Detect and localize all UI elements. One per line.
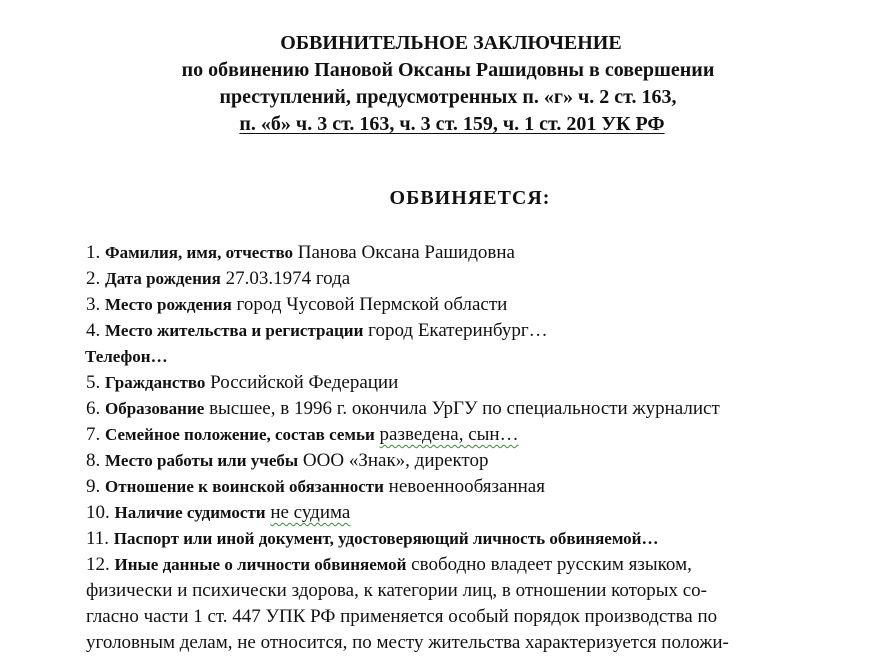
list-item: [86, 526, 886, 552]
item-value: 27.03.1974 года: [225, 268, 351, 289]
item-number: 8.: [86, 450, 101, 471]
item-number: 11.: [86, 528, 110, 549]
item-label: Гражданство: [105, 373, 206, 392]
title-line-4-text: п. «б» ч. 3 ст. 163, ч. 3 ст. 159, ч. 1 ст. 201 УК РФ: [239, 113, 665, 135]
item-value: высшее, в 1996 г. окончила УрГУ по специальности журналист: [209, 398, 720, 419]
item-value: невоеннообязанная: [388, 476, 545, 497]
item-value: Панова Оксана Рашидовна: [297, 242, 515, 263]
list-item: [86, 370, 886, 396]
item-value: город Екатеринбург…: [368, 320, 548, 341]
title-line-3: преступлений, предусмотренных п. «г» ч. 2 ст. 163,: [219, 86, 677, 108]
item-number: 7.: [86, 424, 101, 445]
item-label: Место рождения: [105, 295, 232, 314]
item-number: 5.: [86, 372, 101, 393]
item-number: 4.: [86, 320, 101, 341]
paragraph-line-2: физически и психически здорова, к категории лиц, в отношении которых со-: [86, 580, 708, 601]
title-line-2: по обвинению Пановой Оксаны Рашидовны в совершении: [181, 59, 715, 81]
paragraph-line-3: гласно части 1 ст. 447 УПК РФ применяется особый порядок производства по: [86, 606, 718, 627]
item-value: Российской Федерации: [210, 372, 399, 393]
paragraph-line-1: [86, 552, 886, 578]
item-label: Иные данные о личности обвиняемой: [114, 555, 407, 574]
item-label: Фамилия, имя, отчество: [105, 243, 294, 262]
item-label: Место работы или учебы: [105, 451, 299, 470]
item-number: 9.: [86, 476, 101, 497]
list-item: [85, 344, 886, 370]
document-title: [0, 30, 896, 138]
list-item: [86, 240, 886, 266]
item-label: Образование: [105, 399, 205, 418]
item-label: Наличие судимости: [114, 503, 266, 522]
list-item: [86, 500, 886, 526]
list-item: [86, 474, 886, 500]
title-line-1: ОБВИНИТЕЛЬНОЕ ЗАКЛЮЧЕНИЕ: [280, 32, 622, 54]
item-label: Паспорт или иной документ, удостоверяющий личность обвиняемой…: [113, 529, 659, 548]
list-item: [86, 318, 886, 344]
item-number: 1.: [86, 242, 101, 263]
list-item-paragraph: [86, 552, 886, 656]
item-value: город Чусовой Пермской области: [236, 294, 508, 315]
item-number: 12.: [86, 554, 110, 575]
list-item: [86, 448, 886, 474]
item-value: свободно владеет русским языком,: [411, 554, 692, 575]
item-value: не судима: [270, 502, 351, 523]
item-label: Отношение к воинской обязанности: [105, 477, 384, 496]
paragraph-line-4: уголовным делам, не относится, по месту жительства характеризуется положи-: [86, 632, 729, 653]
item-number: 6.: [86, 398, 101, 419]
title-line-4: [0, 111, 896, 138]
list-item: [86, 396, 886, 422]
item-label: Телефон…: [85, 347, 168, 366]
item-label: Семейное положение, состав семьи: [105, 425, 375, 444]
item-number: 10.: [86, 502, 110, 523]
personal-data-list: [86, 240, 886, 656]
list-item: [86, 422, 886, 448]
list-item: [86, 292, 886, 318]
item-label: Дата рождения: [105, 269, 221, 288]
item-value: разведена, сын…: [379, 424, 519, 445]
item-value: ООО «Знак», директор: [302, 450, 489, 471]
item-label: Место жительства и регистрации: [105, 321, 364, 340]
item-number: 3.: [86, 294, 101, 315]
list-item: [86, 266, 886, 292]
item-number: 2.: [86, 268, 101, 289]
section-heading: ОБВИНЯЕТСЯ:: [389, 187, 551, 209]
